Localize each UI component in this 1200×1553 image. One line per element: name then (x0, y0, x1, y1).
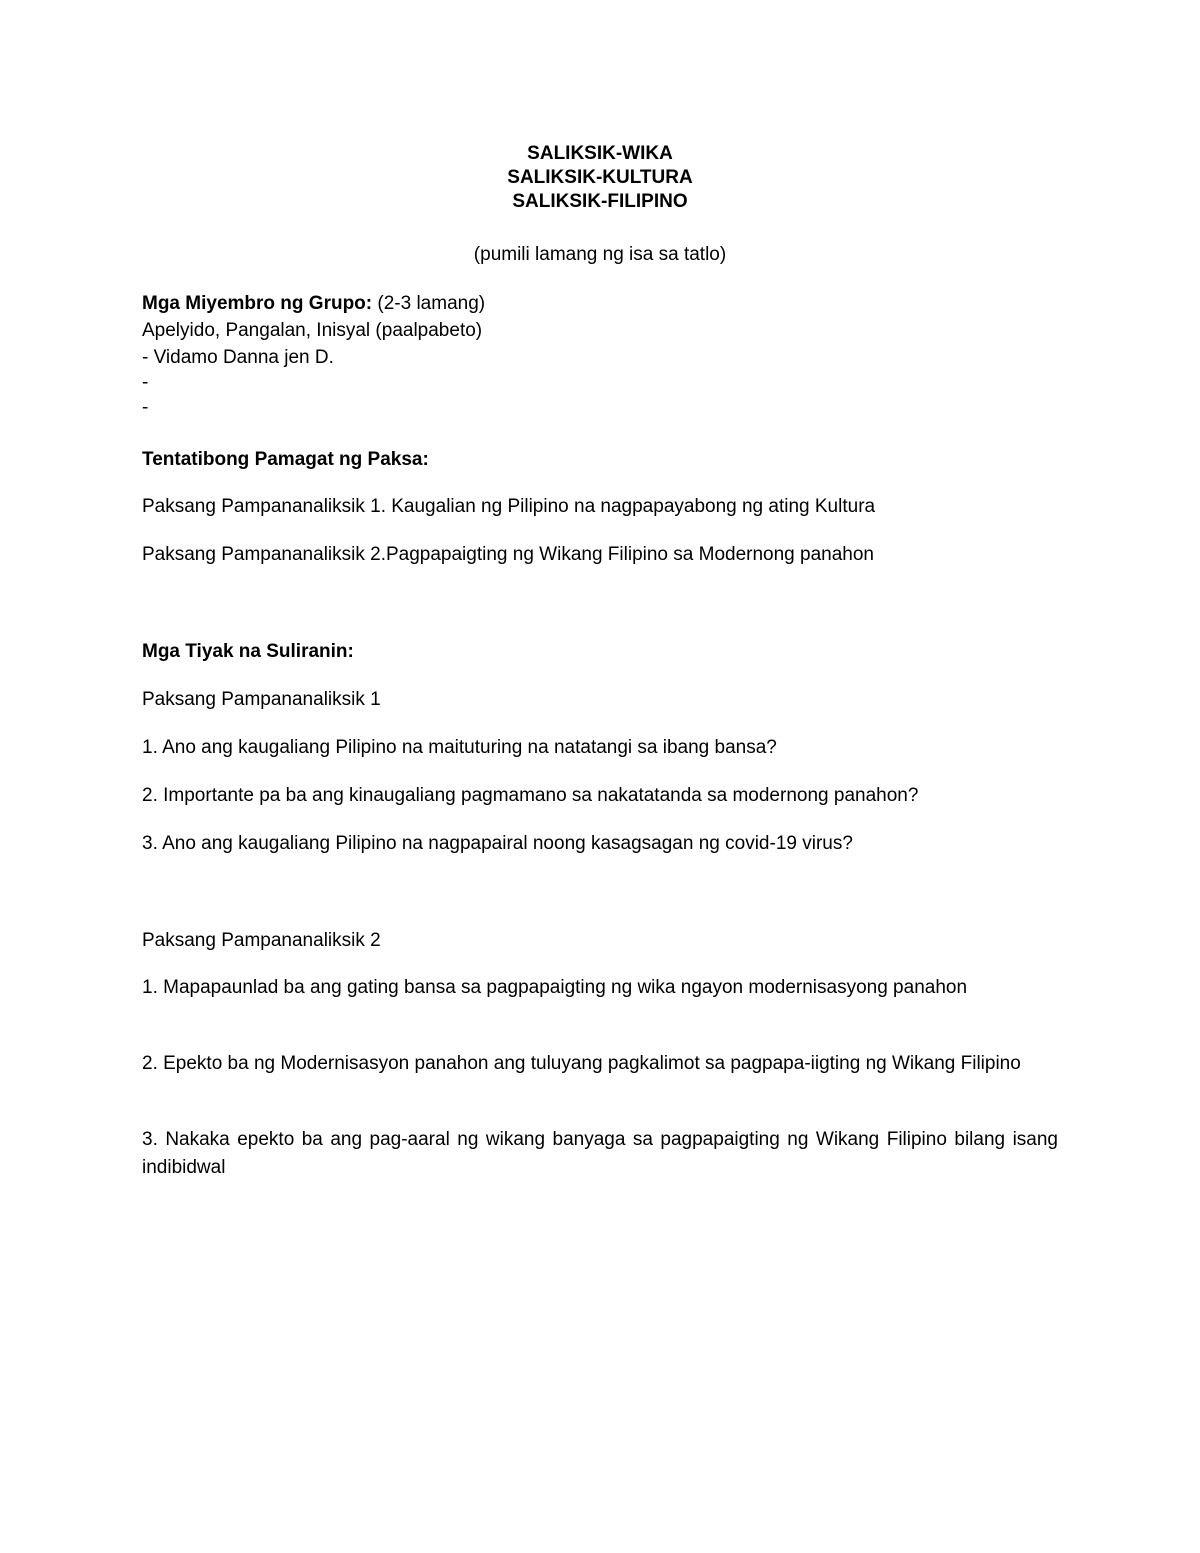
topic-2-heading: Paksang Pampananaliksik 2 (142, 930, 381, 951)
member-entry-2: - (142, 372, 149, 393)
topic-2-title: Paksang Pampananaliksik 2.Pagpapaigting ng Wikang Filipino sa Modernong panahon (142, 544, 874, 565)
title-kultura: SALIKSIK-KULTURA (507, 167, 693, 188)
members-format: Apelyido, Pangalan, Inisyal (paalpabeto) (142, 320, 483, 341)
members-label: Mga Miyembro ng Grupo: (142, 293, 373, 314)
instruction-text: (pumili lamang ng isa sa tatlo) (473, 244, 727, 265)
members-note: (2-3 lamang) (372, 293, 486, 314)
topic-1-title: Paksang Pampananaliksik 1. Kaugalian ng Pilipino na nagpapayabong ng ating Kultura (142, 496, 876, 517)
topic-2-question-1: 1. Mapapaunlad ba ang gating bansa sa pagpapaigting ng wika ngayon modernisasyong panahon (142, 977, 968, 998)
topic-2-question-3: 3. Nakaka epekto ba ang pag-aaral ng wikang banyaga sa pagpapaigting ng Wikang Filipino bilang isang indibidwal (142, 1129, 1058, 1178)
document-titles (0, 142, 1200, 214)
topic-1-question-2: 2. Importante pa ba ang kinaugaliang pagmamano sa nakatatanda sa modernong panahon? (142, 785, 919, 806)
topic-1-heading: Paksang Pampananaliksik 1 (142, 689, 381, 710)
members-section (142, 292, 1058, 420)
problems-heading: Mga Tiyak na Suliranin: (142, 641, 354, 662)
topic-2-question-2: 2. Epekto ba ng Modernisasyon panahon ang tuluyang pagkalimot sa pagpapa-iigting ng Wikang Filipino (142, 1053, 1021, 1074)
member-entry-1: - Vidamo Danna jen D. (142, 347, 334, 368)
tentative-title-heading: Tentatibong Pamagat ng Paksa: (142, 449, 429, 470)
member-entry-3: - (142, 397, 149, 418)
topic-1-question-1: 1. Ano ang kaugaliang Pilipino na maituturing na natatangi sa ibang bansa? (142, 737, 777, 758)
title-wika: SALIKSIK-WIKA (527, 143, 673, 164)
title-filipino: SALIKSIK-FILIPINO (512, 191, 688, 212)
members-heading (142, 292, 1058, 316)
topic-1-question-3: 3. Ano ang kaugaliang Pilipino na nagpapairal noong kasagsagan ng covid-19 virus? (142, 833, 853, 854)
